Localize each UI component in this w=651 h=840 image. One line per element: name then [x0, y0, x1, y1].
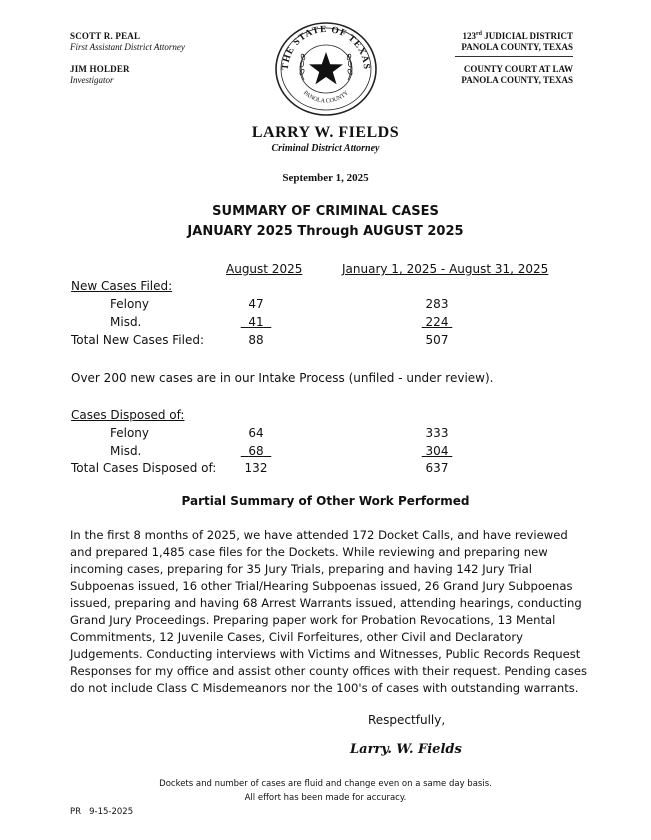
new-total-aug: 88	[248, 333, 264, 347]
disposed-total-ytd: 637	[425, 461, 449, 475]
disposed-felony-aug: 64	[248, 426, 264, 440]
closing: Respectfully,	[368, 713, 446, 727]
report-period: JANUARY 2025 Through AUGUST 2025	[187, 224, 464, 239]
investigator-title: Investigator	[70, 75, 114, 85]
disposed-felony-label: Felony	[110, 426, 150, 440]
letterhead-divider	[455, 56, 573, 57]
new-misd-ytd: 224	[425, 315, 449, 329]
county-court-line: COUNTY COURT AT LAW	[463, 64, 573, 74]
paragraph-line: incoming cases, preparing for 35 Jury Trials, preparing and having 142 Jury Trial	[70, 562, 532, 576]
disposed-misd-aug: 68	[248, 444, 264, 458]
judicial-district-line: 123rd JUDICIAL DISTRICT	[462, 31, 573, 41]
paragraph-line: Subpoenas issued, 16 other Trial/Hearing Subpoenas issued, 26 Grand Jury Subpoenas	[70, 579, 573, 593]
report-title: SUMMARY OF CRIMINAL CASES	[212, 204, 439, 219]
new-felony-ytd: 283	[425, 297, 449, 311]
texas-seal	[272, 20, 380, 118]
paragraph-line: Judgements. Conducting interviews with Victims and Witnesses, Public Records Request	[70, 647, 581, 661]
signature: Larry. W. Fields	[350, 742, 462, 757]
disposed-felony-ytd: 333	[425, 426, 449, 440]
disposed-misd-ytd: 304	[425, 444, 449, 458]
new-total-label: Total New Cases Filed:	[71, 333, 205, 347]
new-felony-label: Felony	[110, 297, 150, 311]
paragraph-line: In the first 8 months of 2025, we have attended 172 Docket Calls, and have reviewed	[70, 528, 568, 542]
paragraph-line: Responses for my office and assist other county offices with their request. Pending cases	[70, 664, 588, 678]
paragraph-line: do not include Class C Misdemeanors nor the 100's of cases with outstanding warrants.	[70, 681, 579, 695]
new-cases-heading: New Cases Filed:	[71, 279, 173, 293]
footnote-line-1: Dockets and number of cases are fluid and change even on a same day basis.	[159, 779, 492, 789]
paragraph-line: issued, preparing and having 68 Arrest Warrants issued, attending hearings, conducting	[70, 596, 582, 610]
assistant-da-title: First Assistant District Attorney	[70, 42, 185, 52]
paragraph-line: Grand Jury Proceedings. Preparing paper work for Probation Revocations, 13 Mental	[70, 613, 556, 627]
disposed-heading: Cases Disposed of:	[71, 408, 185, 422]
paragraph-line: and prepared 1,485 case files for the Dockets. While reviewing and preparing new	[70, 545, 548, 559]
new-misd-label: Misd.	[110, 315, 142, 329]
other-work-paragraph	[70, 527, 590, 697]
new-felony-aug: 47	[248, 297, 264, 311]
other-work-heading: Partial Summary of Other Work Performed	[181, 494, 470, 508]
assistant-da-name: SCOTT R. PEAL	[70, 31, 141, 41]
footnote-line-2: All effort has been made for accuracy.	[244, 793, 407, 803]
column-header-ytd: January 1, 2025 - August 31, 2025	[342, 262, 549, 276]
letter-date: September 1, 2025	[282, 172, 369, 184]
svg-text:PANOLA COUNTY: PANOLA COUNTY	[302, 90, 350, 105]
column-header-august: August 2025	[226, 262, 303, 276]
star-icon	[309, 52, 343, 84]
svg-text:THE STATE OF TEXAS: THE STATE OF TEXAS	[280, 24, 372, 71]
intake-note: Over 200 new cases are in our Intake Process (unfiled - under review).	[71, 371, 494, 385]
district-attorney-title: Criminal District Attorney	[271, 143, 380, 154]
disposed-total-aug: 132	[244, 461, 268, 475]
county-court-county: PANOLA COUNTY, TEXAS	[461, 75, 573, 85]
footer-code: PR 9-15-2025	[70, 807, 134, 817]
disposed-misd-label: Misd.	[110, 444, 142, 458]
district-attorney-name: LARRY W. FIELDS	[251, 124, 400, 141]
paragraph-line: Commitments, 12 Juvenile Cases, Civil Forfeitures, other Civil and Declaratory	[70, 630, 523, 644]
new-misd-aug: 41	[248, 315, 264, 329]
new-total-ytd: 507	[425, 333, 449, 347]
judicial-district-county: PANOLA COUNTY, TEXAS	[461, 42, 573, 52]
disposed-total-label: Total Cases Disposed of:	[71, 461, 217, 475]
investigator-name: JIM HOLDER	[70, 64, 130, 74]
